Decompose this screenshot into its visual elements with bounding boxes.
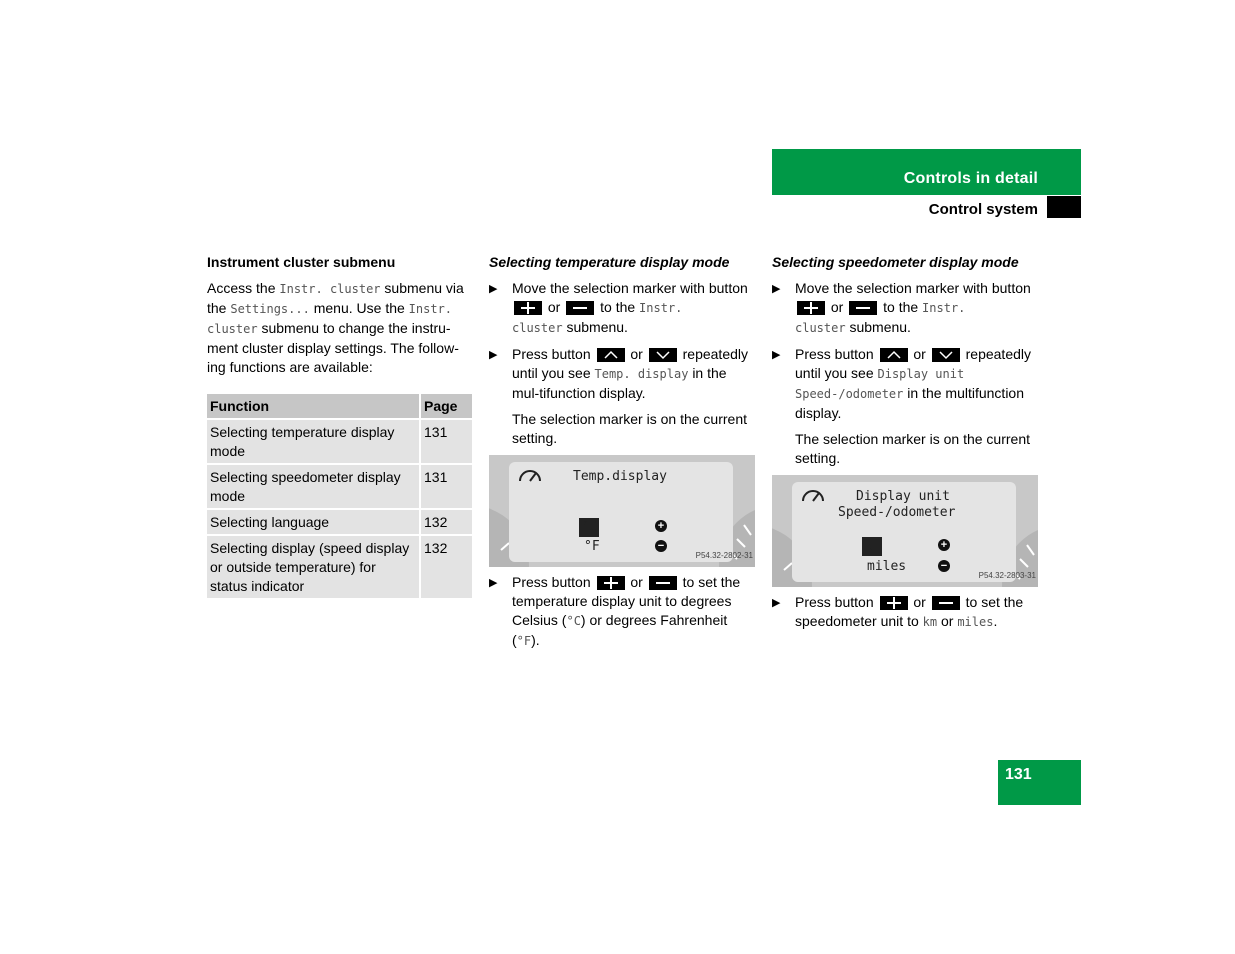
plus-button-icon: [797, 301, 825, 315]
function-table: [207, 394, 472, 598]
menu-term-settings: Settings...: [230, 302, 310, 316]
figure-code: P54.32-2803-31: [978, 571, 1036, 580]
speedometer-display-figure: [772, 475, 1038, 587]
step-text: ) or degrees Fahrenheit (: [512, 612, 728, 648]
step-text: submenu.: [566, 319, 628, 335]
step-text: submenu.: [849, 319, 911, 335]
speedometer-icon: [517, 466, 543, 484]
page-number: 131: [1005, 766, 1032, 783]
display-text-temp: Temp.display: [573, 469, 667, 484]
down-button-icon: [932, 348, 960, 362]
heading-speedometer-mode: Selecting speedometer display mode: [772, 254, 1019, 270]
menu-term-instr-cluster: Instr. cluster: [279, 282, 381, 296]
minus-button-icon: [649, 576, 677, 590]
heading-temperature-mode: Selecting temperature display mode: [489, 254, 730, 270]
step-text: Press button: [795, 346, 874, 362]
table-cell-page: 131: [420, 419, 472, 464]
step-set-unit: [489, 573, 757, 651]
menu-term-cluster: cluster: [795, 321, 846, 335]
step-text: ).: [531, 632, 540, 648]
step-text: to the: [883, 299, 919, 315]
column-speedometer: [772, 253, 1040, 639]
minus-circle-icon: −: [938, 560, 950, 572]
step-text: in the mul-tifunction display.: [512, 365, 727, 401]
intro-paragraph: [207, 279, 472, 377]
triangle-bullet-icon: ▶: [489, 577, 498, 589]
step-set-unit: [772, 593, 1040, 632]
table-cell-function: Selecting language: [207, 509, 420, 535]
table-cell-function: Selecting display (speed display or outside temperature) for status indicator: [207, 535, 420, 598]
unit-miles: miles: [957, 615, 994, 629]
menu-term-cluster: cluster: [512, 321, 563, 335]
menu-term-instr: Instr.: [922, 301, 966, 315]
minus-button-icon: [849, 301, 877, 315]
table-cell-function: Selecting temperature display mode: [207, 419, 420, 464]
triangle-bullet-icon: ▶: [489, 283, 498, 295]
step-press-button: [489, 345, 757, 403]
step-text: Move the selection marker with button: [795, 280, 1031, 296]
up-button-icon: [597, 348, 625, 362]
down-button-icon: [649, 348, 677, 362]
step-text: Press button: [795, 594, 874, 610]
heading-instrument-cluster: Instrument cluster submenu: [207, 254, 396, 270]
menu-term-cluster: cluster: [207, 322, 258, 336]
minus-circle-icon: −: [655, 540, 667, 552]
triangle-bullet-icon: ▶: [772, 283, 781, 295]
triangle-bullet-icon: ▶: [772, 597, 781, 609]
table-header-function: Function: [207, 394, 420, 419]
table-row: [207, 419, 472, 464]
step-text: to set the temperature display unit to degrees Celsius (: [512, 574, 741, 628]
step-text: repeatedly until you see: [512, 346, 749, 381]
note-selection-marker: The selection marker is on the current setting.: [795, 431, 1030, 466]
display-unit-km-selected: km: [864, 539, 880, 554]
step-text: to the: [600, 299, 636, 315]
section-title: Controls in detail: [903, 170, 1038, 187]
header-divider: [772, 195, 1081, 196]
temperature-display-figure: [489, 455, 755, 567]
speedometer-icon: [800, 486, 826, 504]
plus-circle-icon: +: [938, 539, 950, 551]
intro-text: Access the: [207, 280, 280, 296]
unit-celsius: °C: [566, 614, 581, 628]
step-text: or: [547, 299, 561, 315]
table-cell-page: 131: [420, 464, 472, 509]
step-text: Press button: [512, 346, 591, 362]
menu-term-speed-odometer: Speed-/odometer: [795, 387, 904, 401]
note-selection-marker: The selection marker is on the current setting.: [512, 411, 747, 446]
display-unit-celsius-selected: °C: [581, 520, 597, 535]
table-cell-page: 132: [420, 535, 472, 598]
step-text: repeatedly until you see: [795, 346, 1032, 381]
table-header-row: [207, 394, 472, 419]
subsection-title: Control system: [928, 201, 1038, 218]
up-button-icon: [880, 348, 908, 362]
triangle-bullet-icon: ▶: [489, 349, 498, 361]
step-text: or: [630, 346, 643, 362]
step-press-button: [772, 345, 1040, 423]
unit-km: km: [922, 615, 938, 629]
menu-term-instr: Instr.: [408, 302, 453, 316]
plus-button-icon: [880, 596, 908, 610]
table-row: [207, 535, 472, 598]
step-text: to set the speedometer unit to: [795, 594, 1024, 629]
plus-button-icon: [597, 576, 625, 590]
menu-term-temp-display: Temp. display: [594, 367, 689, 381]
display-unit-miles: miles: [867, 559, 907, 574]
step-text: or: [913, 346, 926, 362]
column-temperature: [489, 253, 757, 658]
table-cell-function: Selecting speedometer display mode: [207, 464, 420, 509]
step-text: or: [913, 594, 926, 610]
minus-button-icon: [932, 596, 960, 610]
figure-code: P54.32-2802-31: [695, 551, 753, 560]
subsection-marker: [1047, 196, 1081, 218]
plus-circle-icon: +: [655, 520, 667, 532]
table-row: [207, 464, 472, 509]
step-move-marker: [489, 279, 757, 338]
display-text-speed-odometer: Speed-/odometer: [838, 505, 956, 520]
display-text-unit: Display unit: [856, 489, 950, 504]
step-text: or: [830, 299, 844, 315]
step-text: or: [630, 574, 643, 590]
step-text: Press button: [512, 574, 591, 590]
intro-text: menu. Use the: [309, 300, 409, 316]
column-instrument-cluster: [207, 253, 472, 598]
step-text: .: [993, 613, 998, 629]
step-move-marker: [772, 279, 1040, 338]
display-unit-fahrenheit: °F: [584, 539, 600, 554]
plus-button-icon: [514, 301, 542, 315]
intro-text: submenu via the: [207, 280, 464, 316]
triangle-bullet-icon: ▶: [772, 349, 781, 361]
unit-fahrenheit: °F: [516, 634, 532, 648]
step-text: in the multifunction display.: [795, 385, 1024, 421]
minus-button-icon: [566, 301, 594, 315]
table-row: [207, 509, 472, 535]
table-cell-page: 132: [420, 509, 472, 535]
menu-term-display-unit: Display unit: [877, 367, 965, 381]
step-text: Move the selection marker with button: [512, 280, 748, 296]
step-text: or: [940, 613, 954, 629]
menu-term-instr: Instr.: [639, 301, 683, 315]
table-header-page: Page: [420, 394, 472, 419]
intro-text: submenu to change the instru-ment cluster display settings. The follow-ing functions are available:: [207, 320, 459, 375]
